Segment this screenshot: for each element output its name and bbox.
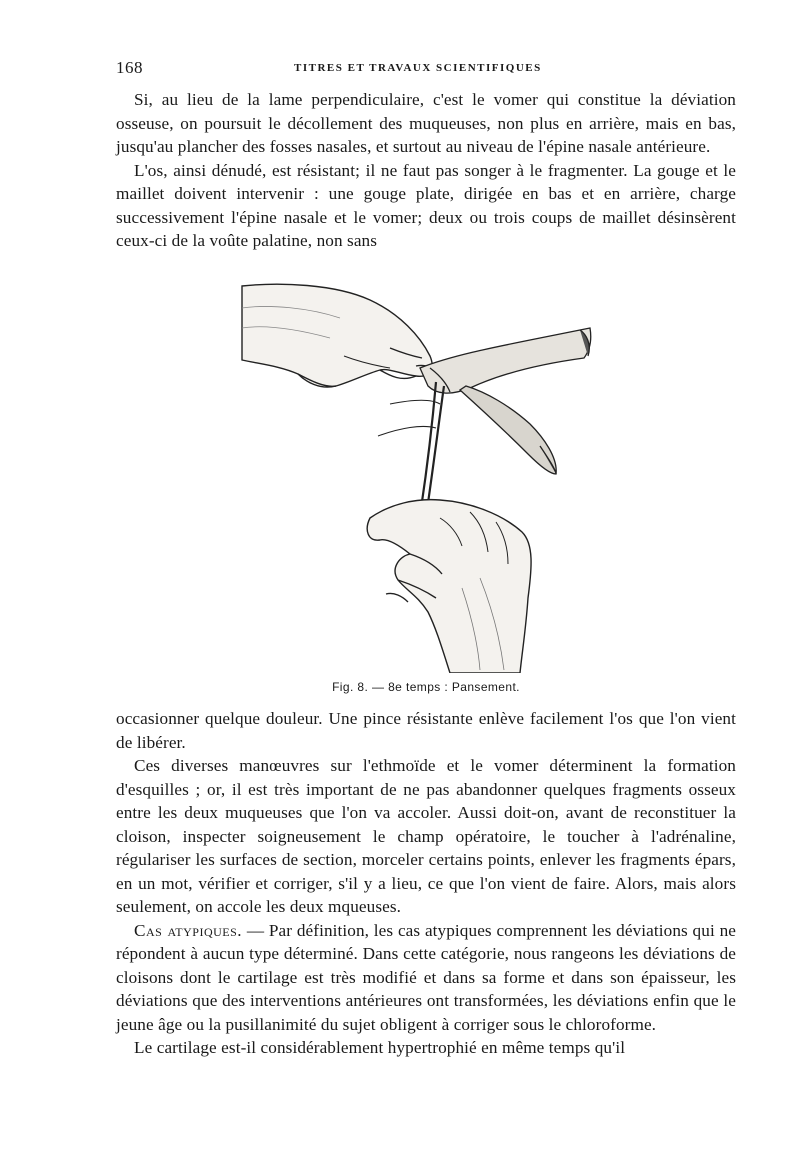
figure-caption-text: 8e temps : Pansement. (388, 680, 520, 694)
paragraph-gouge: L'os, ainsi dénudé, est résistant; il ne faut pas songer à le fragmenter. La gouge et le maillet doivent intervenir : une gouge plate, dirigée en bas et en arrière, charge successivement l'épine nasale et le vomer; deux ou trois coups de maillet désinsèrent ceux-ci de la voûte palatine, non sans (116, 160, 736, 250)
figure-label: Fig. 8. (332, 680, 369, 694)
page-number: 168 (116, 58, 143, 77)
page-header (116, 58, 736, 82)
paragraph-cas-atypiques (116, 919, 736, 1037)
hands-forceps-dressing-illustration (240, 278, 610, 673)
section-heading-cas-atypiques: Cas atypiques. (134, 920, 243, 940)
upper-hand-icon (242, 284, 436, 387)
body-text-top (116, 88, 736, 253)
running-title: TITRES ET TRAVAUX SCIENTIFIQUES (294, 62, 542, 74)
figure-dash: — (371, 680, 385, 694)
paragraph-continuation: occasionner quelque douleur. Une pince résistante enlève facilement l'os que l'on vient de libérer. (116, 709, 736, 752)
paragraph-cartilage: Le cartilage est-il considérablement hypertrophié en même temps qu'il (134, 1038, 626, 1057)
paragraph-esquilles: Ces diverses manœuvres sur l'ethmoïde et le vomer déterminent la formation d'esquilles ; or, il est très important de ne pas abandonner quelques fragments osseux entre les deux muqueuses que l'on va accoler. Aussi doit-on, avant de reconstituer la cloison, inspecter soigneusement le champ opératoire, le toucher à l'adrénaline, régulariser les surfaces de section, morceler certains points, enlever les fragments épars, en un mot, vérifier et corriger, s'il y a lieu, ce que l'on vient de faire. Alors, mais alors seulement, on accole les deux mqueuses. (116, 756, 736, 916)
figure-8 (240, 278, 610, 673)
body-text-bottom (116, 707, 736, 1060)
paragraph-vomer: Si, au lieu de la lame perpendiculaire, c'est le vomer qui constitue la déviation osseuse, on poursuit le décollement des muqueuses, non plus en arrière, mais en bas, jusqu'au plancher des fosses nasales, et surtout au niveau de l'épine nasale antérieure. (116, 90, 736, 156)
figure-caption (116, 680, 736, 694)
cas-atypiques-text: — Par définition, les cas atypiques comprennent les déviations qui ne répondent à aucun type déterminé. Dans cette catégorie, nous rangeons les déviations de cloisons dont le cartilage est très modifié et dans sa forme et dans son épaisseur, les déviations que des interventions antérieures ont transformées, les déviations enfin que le jeune âge ou la pusillanimité du sujet obligent à corriger sous le chloroforme. (116, 920, 736, 1034)
lower-hand-icon (367, 500, 531, 673)
